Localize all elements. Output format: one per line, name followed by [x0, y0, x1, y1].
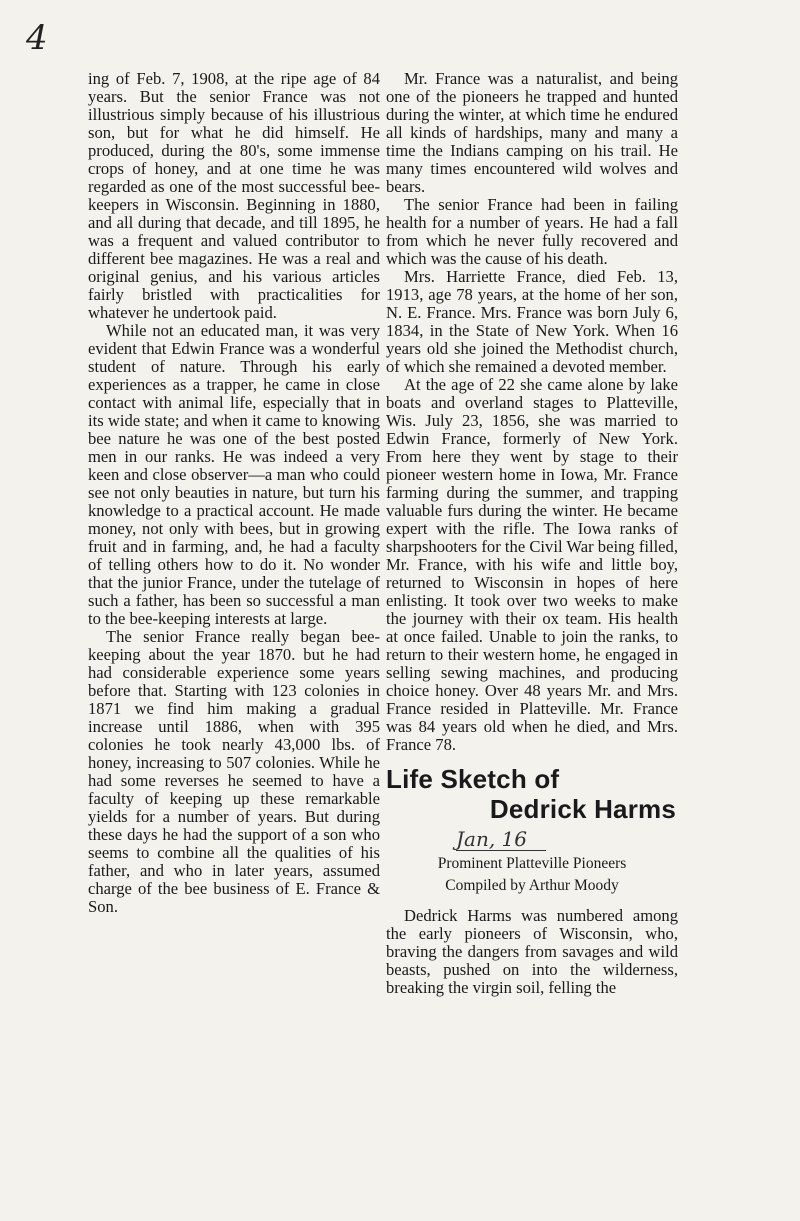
article-byline: Compiled by Arthur Moody — [445, 877, 619, 894]
article-headline — [386, 764, 678, 824]
page-number: 4 — [26, 18, 48, 58]
left-paragraph-1: ing of Feb. 7, 1908, at the ripe age of 84 years. But the senior France was not illustrious simply because of his illustrious son, but for what he did himself. He produced, during the 80's, some immense crops of honey, and at one time he was regarded as one of the most successful bee-keepers in Wisconsin. Beginning in 1880, and all during that decade, and till 1895, he was a frequent and valued contributor to different bee magazines. He was a real and original genius, and his various articles fairly bristled with practicalities for whatever he undertook paid. — [88, 69, 380, 322]
right-paragraph-3: Mrs. Harriette France, died Feb. 13, 1913, age 78 years, at the home of her son, N. E. France. Mrs. France was born July 6, 1834, in the State of New York. When 16 years old she joined the Methodist church, of which she remained a devoted member. — [386, 267, 678, 376]
article-subhead — [386, 853, 678, 897]
left-paragraph-2: While not an educated man, it was very evident that Edwin France was a wonderful student of nature. Through his early experiences as a trapper, he came in close contact with animal life, especially that in its wide state; and when it came to knowing bee nature he was one of the best posted men in our ranks. He was indeed a very keen and close observer—a man who could see not only beauties in nature, but turn his knowledge to a practical account. He made money, not only with bees, but in growing fruit and in farming, and, he had a faculty of telling others how to do it. No wonder that the junior France, under the tutelage of such a father, has been so successful a man to the bee-keeping interests at large. — [88, 321, 380, 628]
right-column — [386, 70, 678, 997]
left-column — [88, 70, 380, 916]
handwritten-date-note: Jan, 16 — [456, 830, 546, 851]
left-paragraph-3: The senior France really began bee-keeping about the year 1870. but he had had considerable experience some years before that. Starting with 123 colonies in 1871 we find him making a gradual increase until 1886, when with 395 colonies he took nearly 43,000 lbs. of honey, increasing to 507 colonies. While he had some reverses he seemed to have a faculty of keeping up these remarkable yields for a number of years. But during these days he had the support of a son who seems to combine all the qualities of his father, and who in later years, assumed charge of the bee business of E. France & Son. — [88, 627, 380, 916]
right-paragraph-2: The senior France had been in failing health for a number of years. He had a fall from which he never fully recovered and which was the cause of his death. — [386, 195, 678, 268]
article-subtitle: Prominent Platteville Pioneers — [437, 855, 627, 872]
right-paragraph-4: At the age of 22 she came alone by lake boats and overland stages to Platteville, Wis. July 23, 1856, she was married to Edwin France, formerly of New York. From here they went by stage to their pioneer western home in Iowa, Mr. France farming during the summer, and trapping valuable furs during the winter. He became expert with the rifle. The Iowa ranks of sharpshooters for the Civil War being filled, Mr. France, with his wife and little boy, returned to Wisconsin in hopes of here enlisting. It took over two weeks to make the journey with their ox team. His health at once failed. Unable to join the ranks, to return to their western home, he engaged in selling sewing machines, and producing choice honey. Over 48 years Mr. and Mrs. France resided in Platteville. Mr. France was 84 years old when he died, and Mrs. France 78. — [386, 375, 678, 754]
right-paragraph-1: Mr. France was a naturalist, and being one of the pioneers he trapped and hunted during the winter, at which time he endured all kinds of hardships, many and many a time the Indians camping on his trail. He many times encountered wild wolves and bears. — [386, 69, 678, 196]
article-body: Dedrick Harms was numbered among the early pioneers of Wisconsin, who, braving the dangers from savages and wild beasts, pushed on into the wilderness, breaking the virgin soil, felling the — [386, 906, 678, 997]
headline-line-2: Dedrick Harms — [489, 794, 676, 824]
headline-line-1: Life Sketch of — [386, 764, 560, 794]
